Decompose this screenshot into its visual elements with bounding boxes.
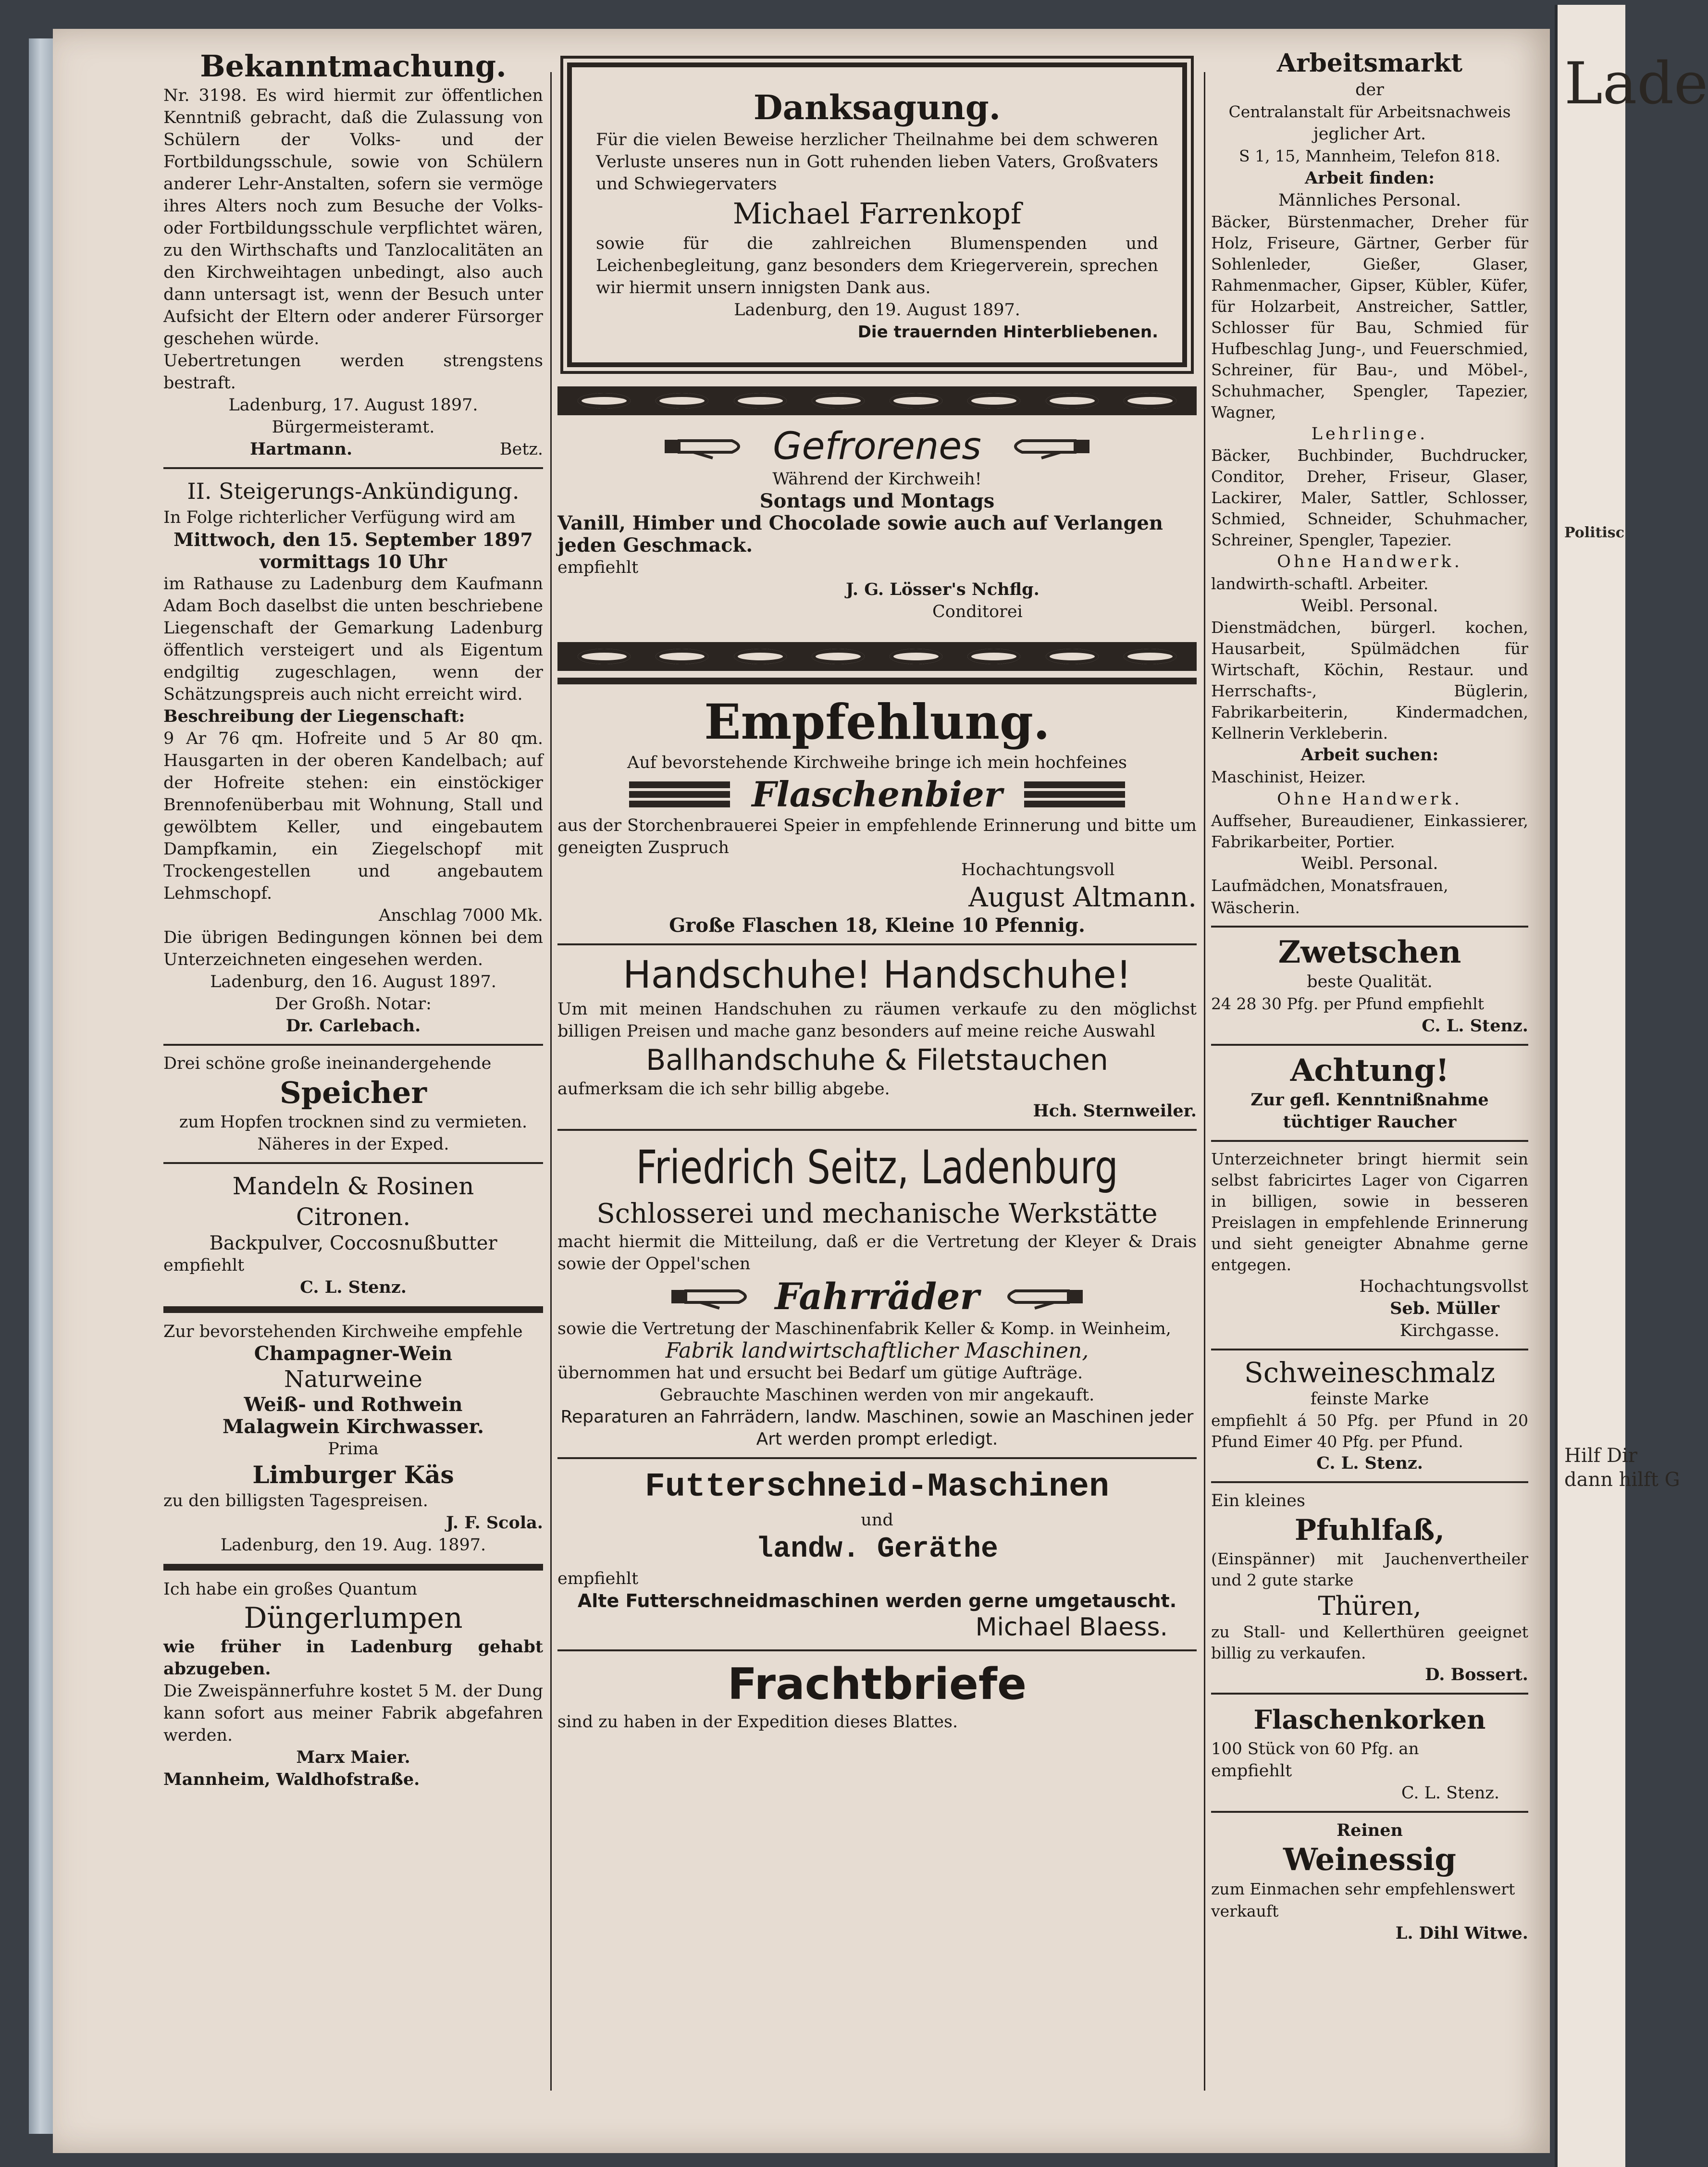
- adjacent-fragment: dann hilft G: [1564, 1469, 1680, 1491]
- arbeitsmarkt-line: jeglicher Art.: [1313, 124, 1426, 144]
- steigerung-sign: Dr. Carlebach.: [285, 1016, 421, 1036]
- zwetschen-sign: C. L. Stenz.: [1422, 1016, 1528, 1036]
- weinessig-body: zum Einmachen sehr empfehlenswert verkauft: [1211, 1880, 1515, 1920]
- schweineschmalz-body: empfiehlt á 50 Pfg. per Pfund in 20 Pfund Eimer 40 Pfg. per Pfund.: [1211, 1411, 1528, 1451]
- champ-line: Weiß- und Rothwein: [244, 1393, 463, 1416]
- empfehlung-body: aus der Storchenbrauerei Speier in empfehlende Erinnerung und bitte um geneigten Zuspruch: [557, 816, 1197, 857]
- right-column: [1211, 48, 1528, 2095]
- left-column: [163, 48, 543, 2095]
- steigerung-intro: In Folge richterlicher Verfügung wird am: [163, 508, 516, 527]
- achtung-title: Achtung!: [1290, 1053, 1449, 1089]
- bekanntmachung-office: Bürgermeisteramt.: [272, 418, 435, 437]
- schweineschmalz-title: Schweineschmalz: [1244, 1356, 1496, 1389]
- arbeitsmarkt-addr: S 1, 15, Mannheim, Telefon 818.: [1239, 147, 1500, 165]
- divider: [557, 1457, 1197, 1459]
- divider: [557, 1129, 1197, 1131]
- arbeitsmarkt-list: landwirth-schaftl. Arbeiter.: [1211, 574, 1429, 593]
- mandeln-sub: Citronen.: [296, 1203, 411, 1231]
- fahrraeder-header: [557, 1275, 1197, 1318]
- mandeln-emp: empfiehlt: [163, 1256, 245, 1275]
- steigerung-place: Ladenburg, den 16. August 1897.: [210, 972, 496, 991]
- flaschenkorken-emp: empfiehlt: [1211, 1761, 1292, 1781]
- danksagung-body: sowie für die zahlreichen Blumenspenden und Leichenbegleitung, ganz besonders dem Kriegerverein, sprechen wir hiermit unsern innigsten Dank aus.: [596, 234, 1158, 297]
- divider: [1211, 1044, 1528, 1046]
- divider: [163, 1162, 543, 1164]
- steigerung-desc: 9 Ar 76 qm. Hofreite und 5 Ar 80 qm. Hausgarten in der oberen Kandelbach; auf der Hofreite stehen: ein einstöckiger Brennofenüberbau mit Wohnung, Stall und gewölbtem Keller, und eingebautem Dampfkamin, ein Ziegelschopf mit Trockengestellen und angebautem Lehmschopf.: [163, 729, 543, 903]
- divider: [163, 1564, 543, 1571]
- ornament-border: [557, 386, 1197, 415]
- divider: [1211, 1140, 1528, 1142]
- arbeitsmarkt-heading: Arbeit suchen:: [1300, 745, 1439, 765]
- champ-sign: J. F. Scola.: [446, 1513, 543, 1533]
- seitz-body: macht hiermit die Mitteilung, daß er die Vertretung der Kleyer & Drais sowie der Oppel'schen: [557, 1232, 1197, 1274]
- danksagung-date: Ladenburg, den 19. August 1897.: [734, 300, 1020, 320]
- danksagung-sign: Die trauernden Hinterbliebenen.: [857, 322, 1158, 342]
- flaschenkorken-title: Flaschenkorken: [1253, 1704, 1486, 1735]
- adjacent-fragment: Politisc: [1564, 524, 1624, 541]
- bekanntmachung-signatures: [163, 438, 543, 460]
- empfehlung-hoch: Hochachtungsvoll: [961, 860, 1115, 879]
- gefrorenes-sub: Conditorei: [932, 602, 1023, 621]
- futter-title: Futterschneid-Maschinen: [644, 1468, 1110, 1506]
- mandeln-line: Backpulver, Coccosnußbutter: [209, 1232, 497, 1254]
- pfuhlfass-body: zu Stall- und Kellerthüren geeignet billig zu verkaufen.: [1211, 1622, 1528, 1662]
- steigerung-notar: Der Großh. Notar:: [275, 994, 432, 1014]
- champ-date: Ladenburg, den 19. Aug. 1897.: [220, 1535, 486, 1555]
- danksagung-name: Michael Farrenkopf: [732, 197, 1022, 231]
- gefrorenes-sign: J. G. Lösser's Nchflg.: [846, 580, 1040, 599]
- signature: Hartmann.: [250, 439, 353, 459]
- divider: [557, 1649, 1197, 1651]
- futter-emp: empfiehlt: [557, 1569, 639, 1588]
- divider: [163, 1044, 543, 1046]
- decor-bars: [629, 779, 730, 810]
- champ-line: Malagwein Kirchwasser.: [222, 1415, 484, 1438]
- pointing-hand-right-icon: [671, 1283, 753, 1310]
- arbeitsmarkt-line: Centralanstalt für Arbeitsnachweis: [1228, 102, 1511, 121]
- achtung-sign: Seb. Müller: [1390, 1299, 1499, 1318]
- pfuhlfass-sign: D. Bossert.: [1425, 1665, 1528, 1684]
- futter-sub: landw. Geräthe: [755, 1533, 999, 1566]
- frachtbriefe-body: sind zu haben in der Expedition dieses Blattes.: [557, 1712, 958, 1732]
- dung-body: wie früher in Ladenburg gehabt abzugeben.: [163, 1637, 543, 1679]
- steigerung-desc-title: Beschreibung der Liegenschaft:: [163, 706, 465, 726]
- speicher-intro: Drei schöne große ineinandergehende: [163, 1054, 492, 1073]
- schweineschmalz-sign: C. L. Stenz.: [1316, 1453, 1423, 1473]
- empfehlung-sign: August Altmann.: [968, 882, 1197, 913]
- signature: Betz.: [499, 440, 543, 459]
- danksagung-body: Für die vielen Beweise herzlicher Theilnahme bei dem schweren Verluste unseres nun in Gott ruhenden lieben Vaters, Großvaters und Schwiegervaters: [596, 130, 1158, 194]
- arbeitsmarkt-subheading: Männliches Personal.: [1278, 191, 1461, 210]
- divider: [557, 943, 1197, 945]
- arbeitsmarkt-list: Bäcker, Bürstenmacher, Dreher für Holz, Friseure, Gärtner, Gerber für Sohlenleder, Gießer, Glaser, Rahmenmacher, Gipser, Kübler, Küfer, für Holzarbeit, Anstreicher, Sattler, Schlosser für Bau, Schmied für Hufbeschlag Jung-, und Feuerschmied, Schreiner, für Bau-, und Möbel-, Schuhmacher, Spengler, Tapezier, Wagner,: [1211, 212, 1528, 421]
- champ-line: zu den billigsten Tagespreisen.: [163, 1491, 428, 1511]
- arbeitsmarkt-heading: Arbeit finden:: [1305, 168, 1435, 188]
- zwetschen-line: 24 28 30 Pfg. per Pfund empfiehlt: [1211, 994, 1484, 1013]
- adjacent-fragment: Hilf Dir: [1564, 1445, 1637, 1467]
- mandeln-title: Mandeln & Rosinen: [232, 1172, 474, 1200]
- arbeitsmarkt-title: Arbeitsmarkt: [1276, 49, 1463, 78]
- divider: [1211, 1693, 1528, 1695]
- champ-intro: Zur bevorstehenden Kirchweihe empfehle: [163, 1322, 523, 1341]
- arbeitsmarkt-subheading: Weibl. Personal.: [1301, 854, 1438, 873]
- schweineschmalz-line: feinste Marke: [1310, 1389, 1429, 1409]
- weinessig-intro: Reinen: [1337, 1820, 1403, 1840]
- speicher-body: zum Hopfen trocknen sind zu vermieten. Näheres in der Exped.: [179, 1113, 528, 1154]
- seitz-body: sowie die Vertretung der Maschinenfabrik Keller & Komp. in Weinheim,: [557, 1319, 1171, 1338]
- weinessig-title: Weinessig: [1283, 1842, 1457, 1878]
- arbeitsmarkt-line: der: [1355, 80, 1384, 99]
- pfuhlfass-body: (Einspänner) mit Jauchenvertheiler und 2 gute starke: [1211, 1549, 1528, 1589]
- steigerung-body: im Rathause zu Ladenburg dem Kaufmann Adam Boch daselbst die unten beschriebene Liegenschaft der Gemarkung Ladenburg öffentlich versteigert und als Eigentum endgiltig zugeschlagen, wenn der Schätzungspreis auch nicht erreicht wird.: [163, 574, 543, 704]
- futter-und: und: [861, 1511, 893, 1530]
- divider: [1211, 926, 1528, 928]
- bekanntmachung-title: Bekanntmachung.: [200, 49, 507, 84]
- arbeitsmarkt-list: Laufmädchen, Monatsfrauen, Wäscherin.: [1211, 876, 1448, 917]
- handschuhe-body: Um mit meinen Handschuhen zu räumen verkaufe zu den möglichst billigen Preisen und mache ganz besonders auf meine reiche Auswahl: [557, 1000, 1197, 1041]
- champ-line: Champagner-Wein: [254, 1342, 453, 1365]
- arbeitsmarkt-subheading: Ohne Handwerk.: [1277, 552, 1462, 571]
- futter-body: Alte Futterschneidmaschinen werden gerne umgetauscht.: [577, 1590, 1177, 1611]
- seitz-body: Gebrauchte Maschinen werden von mir angekauft.: [659, 1386, 1095, 1405]
- futter-sign: Michael Blaess.: [975, 1613, 1168, 1642]
- mandeln-sign: C. L. Stenz.: [300, 1277, 407, 1297]
- arbeitsmarkt-subheading: Lehrlinge.: [1311, 424, 1428, 444]
- empfehlung-price: Große Flaschen 18, Kleine 10 Pfennig.: [669, 914, 1085, 937]
- flaschenkorken-body: 100 Stück von 60 Pfg. an: [1211, 1739, 1419, 1758]
- empfehlung-line: Auf bevorstehende Kirchweihe bringe ich mein hochfeines: [627, 753, 1127, 772]
- column-divider: [550, 72, 552, 2091]
- pfuhlfass-intro: Ein kleines: [1211, 1491, 1305, 1511]
- dung-title: Düngerlumpen: [244, 1601, 463, 1635]
- gefrorenes-line: Vanill, Himber und Chocolade sowie auch auf Verlangen jeden Geschmack.: [557, 512, 1163, 557]
- seitz-sub: Schlosserei und mechanische Werkstätte: [596, 1198, 1158, 1229]
- handschuhe-sign: Hch. Sternweiler.: [1033, 1101, 1197, 1121]
- divider: [1211, 1811, 1528, 1813]
- champ-line: Prima: [328, 1439, 379, 1459]
- handschuhe-body: aufmerksam die ich sehr billig abgebe.: [557, 1079, 890, 1099]
- steigerung-price: Anschlag 7000 Mk.: [379, 906, 543, 925]
- pointing-hand-right-icon: [665, 433, 746, 460]
- seitz-title: Friedrich Seitz, Ladenburg: [636, 1140, 1118, 1194]
- seitz-body: übernommen hat und ersucht bei Bedarf um gütige Aufträge.: [557, 1363, 1083, 1383]
- gefrorenes-emp: empfiehlt: [557, 558, 639, 577]
- achtung-line: tüchtiger Raucher: [1283, 1112, 1457, 1132]
- weinessig-sign: L. Dihl Witwe.: [1395, 1923, 1528, 1943]
- dung-sign: Marx Maier.: [296, 1747, 410, 1767]
- gefrorenes-line: Sontags und Montags: [759, 490, 995, 512]
- divider: [1211, 1349, 1528, 1350]
- arbeitsmarkt-list: Bäcker, Buchbinder, Buchdrucker, Conditor, Dreher, Friseur, Glaser, Lackirer, Maler, Sattler, Schlosser, Schmied, Schneider, Schuhmacher, Schreiner, Spengler, Tapezier.: [1211, 446, 1528, 549]
- flaschenbier-title: Flaschenbier: [752, 774, 1003, 815]
- steigerung-title: II. Steigerungs-Ankündigung.: [187, 478, 520, 504]
- dung-addr: Mannheim, Waldhofstraße.: [163, 1770, 420, 1789]
- dung-intro: Ich habe ein großes Quantum: [163, 1580, 418, 1599]
- flaschenkorken-sign: C. L. Stenz.: [1401, 1783, 1499, 1803]
- champ-line: Limburger Käs: [252, 1461, 454, 1489]
- achtung-line: Zur gefl. Kenntnißnahme: [1250, 1090, 1489, 1110]
- speicher-title: Speicher: [279, 1075, 427, 1110]
- zwetschen-title: Zwetschen: [1278, 934, 1461, 970]
- gefrorenes-title: Gefrorenes: [773, 425, 981, 468]
- steigerung-date: Mittwoch, den 15. September 1897 vormittags 10 Uhr: [173, 529, 533, 572]
- pointing-hand-left-icon: [1001, 1283, 1083, 1310]
- handschuhe-title: Handschuhe! Handschuhe!: [623, 953, 1131, 997]
- achtung-hoch: Hochachtungsvollst: [1359, 1277, 1528, 1296]
- seitz-body: Reparaturen an Fahrrädern, landw. Maschinen, sowie an Maschinen jeder Art werden prompt erledigt.: [560, 1407, 1194, 1449]
- frachtbriefe-title: Frachtbriefe: [727, 1659, 1027, 1709]
- divider: [163, 467, 543, 469]
- seitz-fab: Fabrik landwirtschaftlicher Maschinen,: [665, 1338, 1089, 1363]
- empfehlung-title: Empfehlung.: [704, 693, 1050, 750]
- pfuhlfass-big: Thüren,: [1318, 1591, 1422, 1621]
- gefrorenes-line: Während der Kirchweih!: [772, 470, 982, 489]
- divider: [1211, 1481, 1528, 1483]
- bekanntmachung-body: Uebertretungen werden strengstens bestraft.: [163, 351, 543, 393]
- champ-line: Naturweine: [284, 1366, 422, 1393]
- steigerung-cond: Die übrigen Bedingungen können bei dem Unterzeichneten eingesehen werden.: [163, 928, 543, 969]
- gefrorenes-header: [557, 425, 1197, 468]
- divider: [163, 1306, 543, 1313]
- achtung-body: Unterzeichneter bringt hiermit sein selbst fabricirtes Lager von Cigarren in billigen, sowie in besseren Preislagen in empfehlende Erinnerung und sieht geneigter Abnahme gerne entgegen.: [1211, 1150, 1528, 1274]
- decor-bars: [1024, 779, 1125, 810]
- danksagung-title: Danksagung.: [753, 87, 1001, 127]
- flaschenbier-header: [557, 774, 1197, 815]
- arbeitsmarkt-subheading: Ohne Handwerk.: [1277, 790, 1462, 809]
- dung-body: Die Zweispännerfuhre kostet 5 M. der Dung kann sofort aus meiner Fabrik abgefahren werden.: [163, 1682, 543, 1745]
- handschuhe-big: Ballhandschuhe & Filetstauchen: [646, 1043, 1108, 1077]
- bekanntmachung-body: Nr. 3198. Es wird hiermit zur öffentlichen Kenntniß gebracht, daß die Zulassung von Schülern der Volks- und der Fortbildungsschule, sowie von Schülern anderer Lehr-Anstalten, sofern sie vermöge ihres Alters noch zum Besuche der Volks- oder Fortbildungsschule verpflichtet wären, zu den Wirthschafts und Tanzlocalitäten an den Kirchweihtagen unbedingt, also auch dann untersagt ist, wenn der Besuch unter Aufsicht der Eltern oder anderer Fürsorger geschehen würde.: [163, 86, 543, 348]
- adjacent-page-edge: [1555, 5, 1708, 2167]
- fahrraeder-title: Fahrräder: [775, 1275, 979, 1318]
- pfuhlfass-title: Pfuhlfaß,: [1294, 1513, 1445, 1547]
- zwetschen-line: beste Qualität.: [1307, 972, 1433, 991]
- danksagung-box: [567, 62, 1187, 367]
- divider: [557, 678, 1197, 684]
- middle-column: [557, 48, 1197, 2095]
- ornament-border: [557, 642, 1197, 671]
- arbeitsmarkt-list: Auffseher, Bureaudiener, Einkassierer, Fabrikarbeiter, Portier.: [1211, 811, 1528, 851]
- arbeitsmarkt-list: Dienstmädchen, bürgerl. kochen, Hausarbeit, Spülmädchen für Wirtschaft, Köchin, Restaur. und Herrschafts-, Büglerin, Fabrikarbeiterin, Kindermadchen, Kellnerin Verkleberin.: [1211, 618, 1528, 743]
- bekanntmachung-date: Ladenburg, 17. August 1897.: [228, 396, 478, 415]
- achtung-addr: Kirchgasse.: [1399, 1321, 1499, 1340]
- arbeitsmarkt-list: Maschinist, Heizer.: [1211, 768, 1366, 786]
- arbeitsmarkt-subheading: Weibl. Personal.: [1301, 596, 1438, 616]
- column-divider: [1204, 72, 1205, 2091]
- adjacent-fragment: Lade: [1564, 50, 1708, 117]
- pointing-hand-left-icon: [1008, 433, 1089, 460]
